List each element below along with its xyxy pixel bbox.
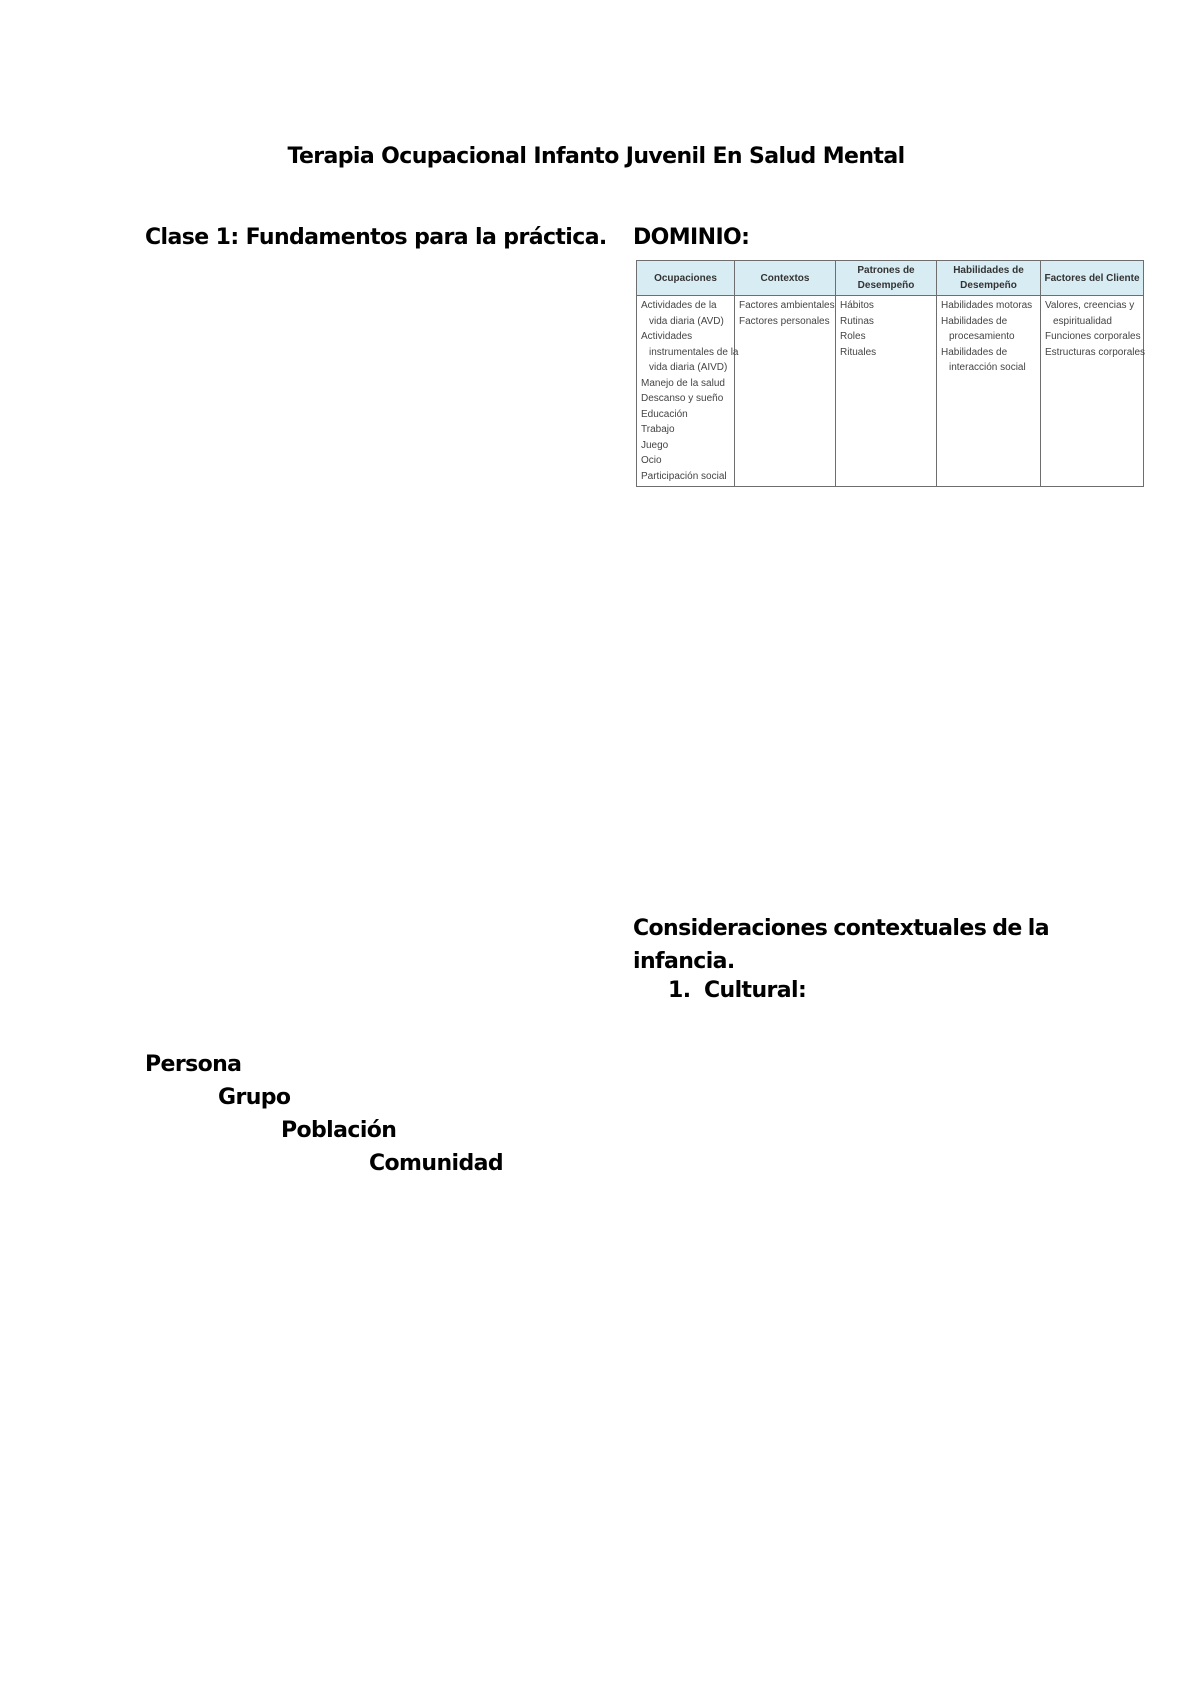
cell-item: Manejo de la salud — [641, 377, 725, 389]
cell-item: Factores personales — [739, 315, 830, 327]
table-cell-contextos — [735, 296, 836, 487]
level-persona: Persona — [145, 1052, 242, 1077]
table-header: Patrones de Desempeño — [836, 261, 937, 296]
cell-item: Hábitos — [840, 300, 874, 311]
cell-item: instrumentales de la — [649, 346, 739, 358]
cell-item: Actividades — [641, 331, 693, 342]
cell-item: Habilidades de — [941, 315, 1008, 327]
cell-item: Habilidades motoras — [941, 300, 1033, 311]
table-cell-habilidades — [937, 296, 1041, 487]
table-row — [637, 296, 1144, 487]
cell-item: Roles — [840, 331, 866, 342]
cell-item: Habilidades de — [941, 346, 1008, 358]
table-header-row — [637, 261, 1144, 296]
list-number: 1. — [668, 978, 691, 1003]
domain-table — [636, 260, 1144, 487]
considerations-word: Consideraciones — [633, 916, 828, 941]
table-cell-factores — [1041, 296, 1144, 487]
cell-item: Trabajo — [641, 424, 675, 435]
level-grupo: Grupo — [218, 1085, 291, 1110]
considerations-word: contextuales — [833, 916, 987, 941]
cell-item: vida diaria (AIVD) — [649, 362, 728, 373]
considerations-word: de — [992, 916, 1022, 941]
cell-item: Estructuras corporales — [1045, 346, 1146, 358]
cell-item: vida diaria (AVD) — [649, 315, 724, 327]
list-item-cultural — [668, 978, 806, 1003]
class-heading: Clase 1: Fundamentos para la práctica. — [145, 225, 607, 250]
considerations-word: la — [1027, 916, 1049, 941]
cell-item: Funciones corporales — [1045, 331, 1141, 342]
list-item-label: Cultural: — [704, 978, 807, 1003]
cell-item: Participación social — [641, 470, 727, 482]
cell-item: Factores ambientales — [739, 300, 835, 311]
cell-item: procesamiento — [949, 331, 1015, 342]
domain-table-image — [636, 260, 1146, 487]
page-title: Terapia Ocupacional Infanto Juvenil En Salud Mental — [287, 144, 905, 169]
cell-item: Juego — [641, 439, 669, 451]
table-cell-ocupaciones — [637, 296, 739, 487]
domain-heading: DOMINIO: — [633, 225, 750, 250]
considerations-line — [633, 912, 1049, 945]
considerations-line: infancia. — [633, 949, 735, 974]
cell-item: Ocio — [641, 455, 662, 466]
cell-item: Valores, creencias y — [1045, 300, 1135, 311]
cell-item: Rutinas — [840, 315, 874, 327]
cell-item: interacción social — [949, 362, 1026, 373]
cell-item: Descanso y sueño — [641, 393, 724, 404]
cell-item: Educación — [641, 408, 688, 420]
cell-item: Rituales — [840, 346, 877, 358]
table-header: Habilidades de Desempeño — [937, 261, 1041, 296]
level-comunidad: Comunidad — [369, 1151, 503, 1176]
cell-item: espiritualidad — [1053, 315, 1112, 327]
table-header: Contextos — [735, 261, 836, 296]
cell-item: Actividades de la — [641, 300, 717, 311]
table-header: Factores del Cliente — [1041, 261, 1144, 296]
table-cell-patrones — [836, 296, 937, 487]
level-poblacion: Población — [281, 1118, 397, 1143]
table-header: Ocupaciones — [637, 261, 735, 296]
considerations-heading — [633, 912, 1049, 978]
